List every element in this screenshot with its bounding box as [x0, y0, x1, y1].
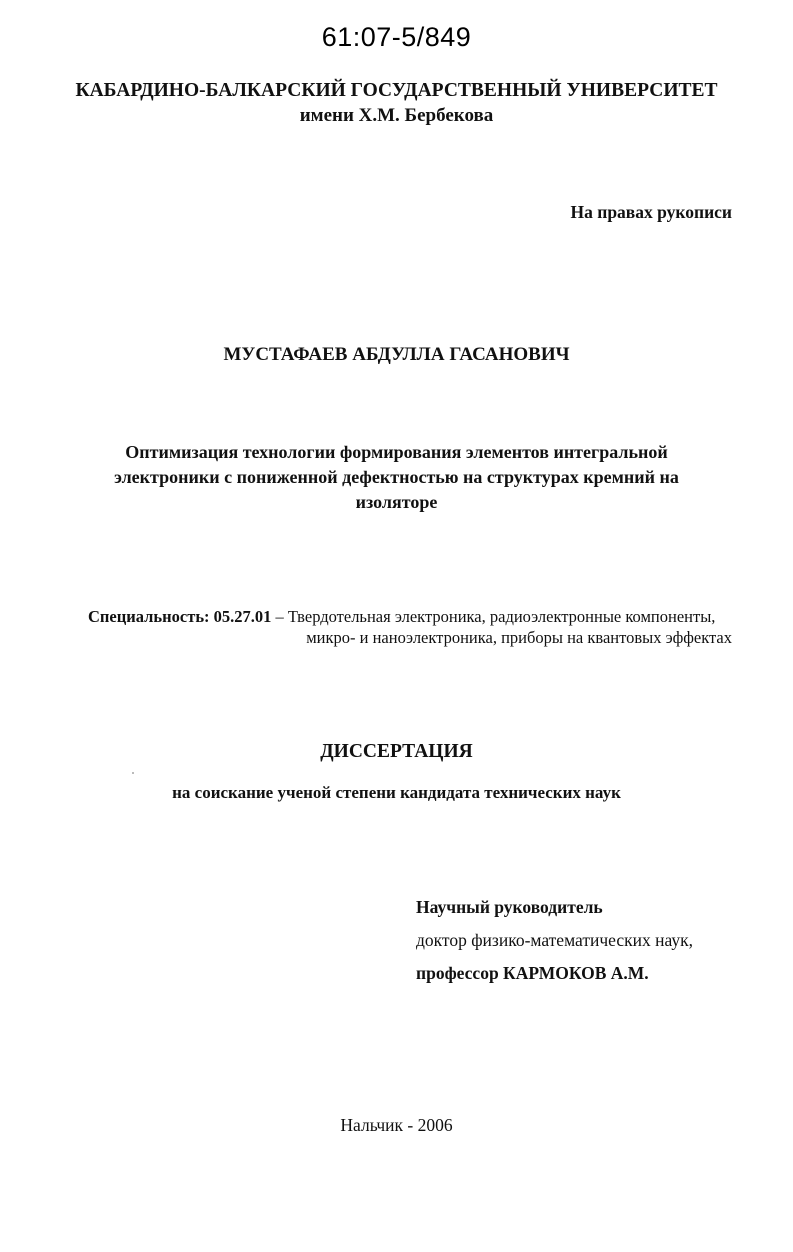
title-line: Оптимизация технологии формирования элементов интегральной: [125, 442, 668, 462]
archive-code: 61:07-5/849: [321, 22, 472, 52]
supervisor-degree: доктор физико-математических наук,: [416, 930, 693, 950]
specialty-label: Специальность: 05.27.01: [88, 607, 272, 626]
dissertation-title: [0, 440, 793, 515]
title-line: электроники с пониженной дефектностью на структурах кремний на: [114, 467, 679, 487]
university-name: КАБАРДИНО-БАЛКАРСКИЙ ГОСУДАРСТВЕННЫЙ УНИВЕРСИТЕТ: [75, 80, 718, 101]
degree-purpose: на соискание ученой степени кандидата технических наук: [172, 783, 621, 802]
specialty-description-1: Твердотельная электроника, радиоэлектронные компоненты,: [287, 607, 716, 626]
supervisor-name: профессор КАРМОКОВ А.М.: [416, 963, 649, 983]
title-line: изоляторе: [355, 492, 438, 512]
specialty-dash: –: [271, 607, 288, 626]
rights-notice: На правах рукописи: [570, 202, 732, 222]
specialty-line-2: микро- и наноэлектроника, приборы на квантовых эффектах: [306, 628, 732, 647]
supervisor-label: Научный руководитель: [416, 897, 603, 917]
scan-speck: [132, 772, 134, 774]
document-type: ДИССЕРТАЦИЯ: [320, 741, 473, 762]
specialty-line-1: [88, 607, 715, 627]
university-named-after: имени Х.М. Бербекова: [299, 105, 494, 126]
city-year: Нальчик - 2006: [340, 1115, 453, 1135]
author-name: МУСТАФАЕВ АБДУЛЛА ГАСАНОВИЧ: [223, 344, 570, 365]
